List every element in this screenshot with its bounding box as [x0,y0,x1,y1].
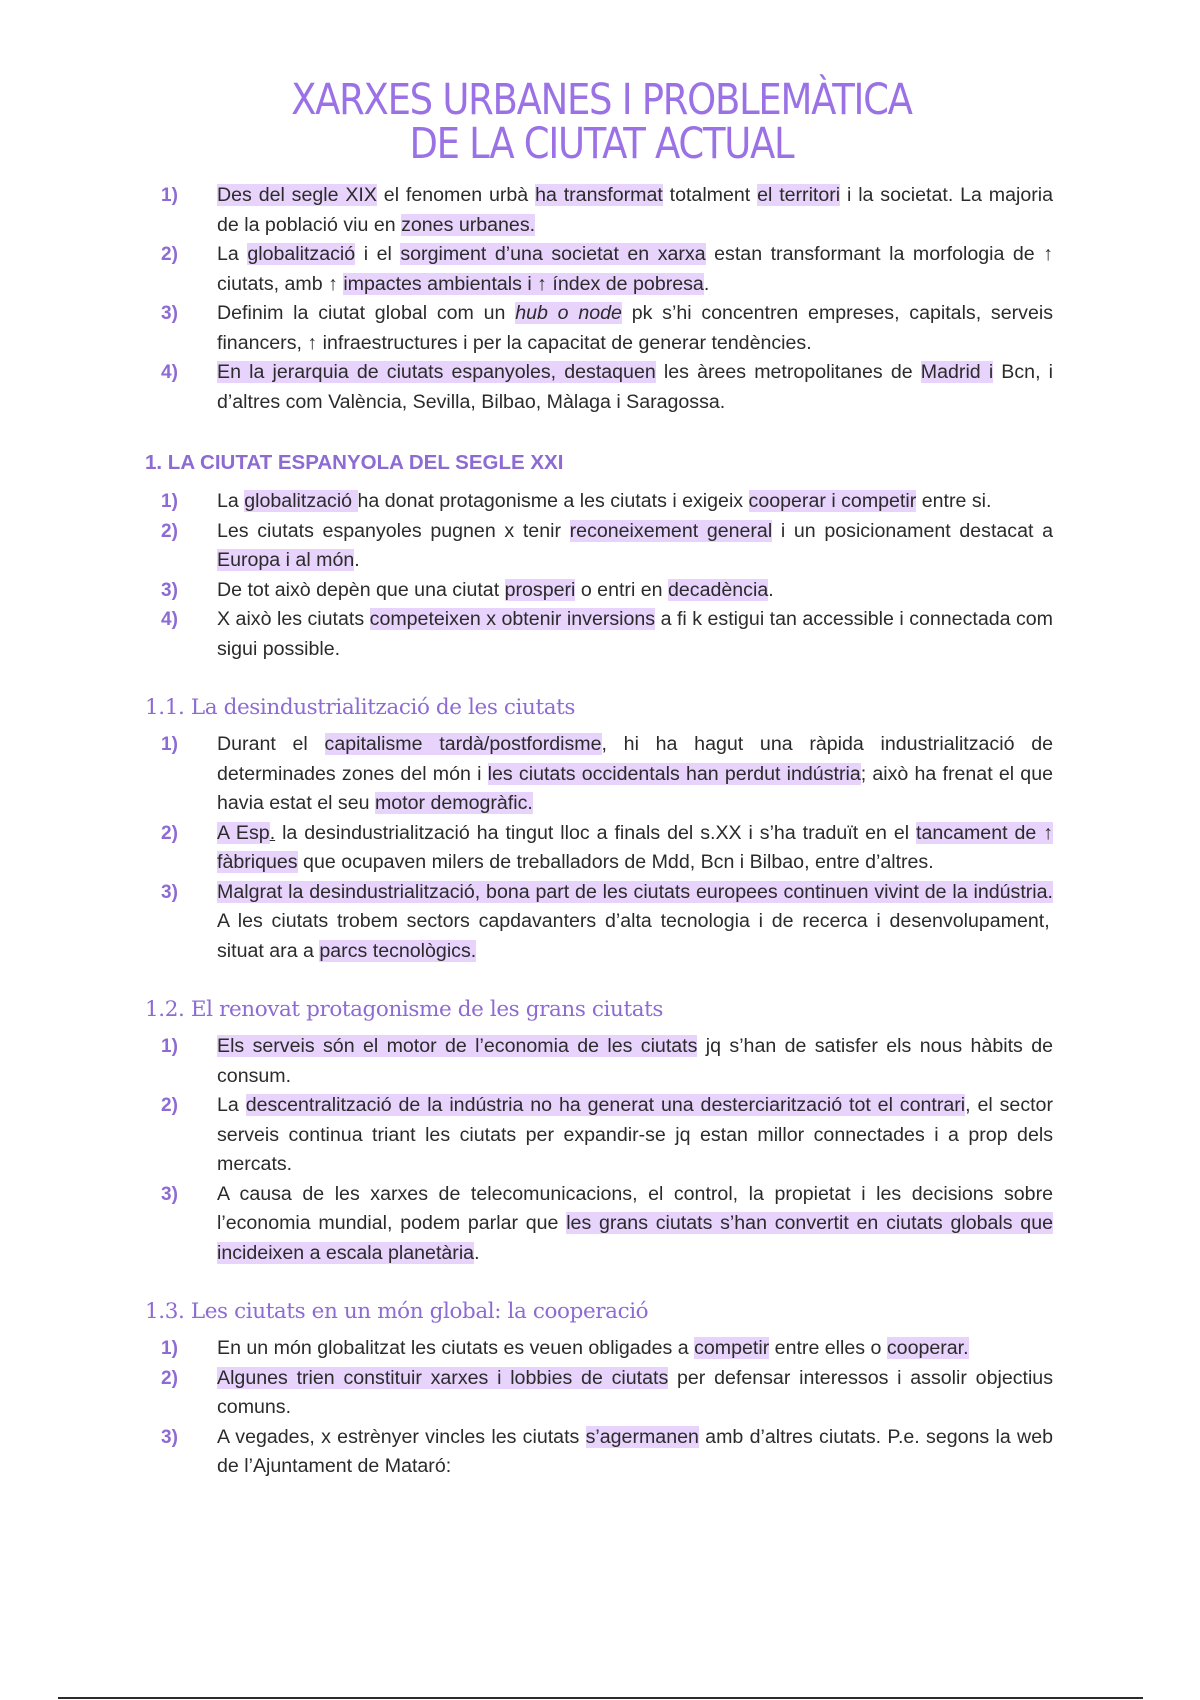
item-text: En un món globalitzat les ciutats es veuen obligades a [217,1337,695,1359]
item-text: pk s’hi concentren empreses, capitals, serveis financers, ↑ infraestructures i per la capacitat de generar tendències. [217,302,1053,354]
item-text: . [269,821,276,844]
item-number: 2) [161,244,178,265]
item-text: A vegades, x estrènyer vincles les ciutats [217,1425,586,1448]
highlighted-text: cooperar i competir [748,490,917,512]
item-number: 3) [161,303,178,324]
list-item [145,1334,1053,1364]
item-text: ; això ha frenat el que havia estat el seu [217,762,1054,814]
item-text: entre elles o [769,1337,887,1359]
list-item [145,240,1053,299]
item-number: 2) [161,1095,178,1116]
item-text: Bcn, i d’altres com València, Sevilla, Bilbao, Màlaga i Saragossa. [217,361,1053,413]
list-item [145,819,1053,878]
highlighted-text: globalització [244,490,358,512]
item-text: . [768,578,774,601]
list-item [145,517,1053,576]
item-text: A les ciutats trobem sectors capdavanters d’alta tecnologia i de recerca i desenvolupament, situat ara a [217,910,1050,962]
item-text: ha donat protagonisme a les ciutats i exigeix [357,490,749,512]
section-heading: 1.2. El renovat protagonisme de les grans ciutats [145,997,664,1022]
item-number: 3) [161,1426,178,1448]
item-text: , hi ha hagut una ràpida industrialització de determinades zones del món i [217,733,1053,785]
item-number: 1) [161,185,178,206]
item-text: per defensar interessos i assolir objectius comuns. [217,1366,1053,1418]
highlighted-text: Algunes trien constituir xarxes i lobbies de ciutats [217,1366,669,1389]
title-line-1: XARXES URBANES I PROBLEMÀTICA [291,75,912,125]
highlighted-text: Madrid i [920,361,994,383]
highlighted-text: A Esp [217,821,270,844]
item-text: amb d’altres ciutats. P.e. segons la web de l’Ajuntament de Mataró: [217,1425,1053,1477]
item-text: la desindustrialització ha tingut lloc a finals del s.XX i s’ha traduït en el [275,821,917,844]
list-item [145,576,1053,606]
item-text: A causa de les xarxes de telecomunicacions, el control, la propietat i les decisions sobre l’economia mundial, podem parlar que [217,1182,1053,1234]
title-line-2: DE LA CIUTAT ACTUAL [409,119,794,169]
intro-list [145,181,1053,417]
highlighted-text: zones urbanes. [401,213,536,236]
item-text: Definim la ciutat global com un [217,302,516,324]
highlighted-text: motor demogràfic. [374,792,533,814]
highlighted-text: descentralització de la indústria no ha generat una desterciarització tot el contrari [245,1094,966,1116]
item-number: 2) [161,520,178,542]
highlighted-text: les grans ciutats s’han convertit en ciutats globals que incideixen a escala planetària [217,1212,1053,1264]
highlighted-text: competir [694,1337,770,1359]
highlighted-text: sorgiment d’una societat en xarxa [400,243,706,265]
highlighted-text: globalització [247,243,356,265]
highlighted-text: prosperi [504,578,576,601]
item-number: 3) [161,881,178,903]
item-text: a fi k estigui tan accessible i connectada com sigui possible. [217,608,1054,660]
section-heading: 1.1. La desindustrialització de les ciutats [145,695,576,720]
item-text: Les ciutats espanyoles pugnen x tenir [217,519,570,542]
highlighted-text: parcs tecnològics. [319,939,477,962]
highlighted-text: cooperar. [886,1337,969,1359]
item-number: 1) [161,491,178,512]
item-text: o entri en [575,578,668,601]
item-number: 3) [161,1183,178,1205]
item-number: 1) [161,1036,178,1057]
item-number: 4) [161,362,178,383]
item-text: Durant el [217,733,325,755]
list-item [145,1364,1053,1423]
item-number: 4) [161,609,178,630]
item-number: 3) [161,579,178,601]
item-text: . [703,272,710,295]
list-item [145,1091,1053,1180]
highlighted-text: Des del segle XIX [217,184,377,206]
section-heading: 1.3. Les ciutats en un món global: la cooperació [145,1299,649,1324]
section-list [145,1334,1053,1482]
item-text: que ocupaven milers de treballadors de Mdd, Bcn i Bilbao, entre d’altres. [297,851,934,873]
item-text: De tot això depèn que una ciutat [217,578,505,601]
list-item [145,605,1053,664]
highlighted-text: capitalisme tardà/postfordisme [324,733,602,755]
list-item [145,878,1053,967]
highlighted-text: Malgrat la desindustrialització, bona part de les ciutats europees continuen vivint de la indústria. [217,880,1053,903]
highlighted-text: s’agermanen [585,1425,699,1448]
section-list [145,487,1053,664]
highlighted-text: les ciutats occidentals han perdut indústria [487,762,861,785]
item-number: 2) [161,822,178,844]
item-number: 1) [161,1338,178,1359]
item-text: La [217,1094,246,1116]
item-text: . [474,1241,480,1264]
highlighted-text: En la jerarquia de ciutats espanyoles, destaquen [217,361,656,383]
item-text: les àrees metropolitanes de [655,361,921,383]
item-text: entre si. [916,490,992,512]
highlighted-text: Europa i al món [217,549,355,571]
highlighted-text: Els serveis són el motor de l’economia de les ciutats [217,1035,698,1057]
list-item [145,1180,1053,1269]
list-item [145,299,1053,358]
item-text: , el sector serveis continua triant les ciutats per expandir-se jq estan millor connectades i a prop dels mercats. [217,1094,1053,1175]
list-item [145,1423,1053,1482]
highlighted-text: tancament de ↑ fàbriques [217,821,1053,873]
item-text: i el [355,243,401,265]
highlighted-text: reconeixement general [569,519,773,542]
section-list [145,730,1053,966]
highlighted-text: el territori [757,184,841,206]
item-number: 2) [161,1367,178,1389]
item-text: i un posicionament destacat a [772,519,1053,542]
item-text: estan transformant la morfologia de ↑ ciutats, amb ↑ [217,243,1054,295]
item-text: . [354,549,360,571]
item-text: La [217,490,245,512]
item-text: La [217,243,248,265]
highlighted-text: impactes ambientals i ↑ índex de pobresa [343,272,704,295]
highlighted-text: ha transformat [535,184,663,206]
document-title [85,75,1117,169]
list-item [145,358,1053,417]
highlighted-text: competeixen x obtenir inversions [369,608,656,630]
highlighted-text: decadència [667,578,769,601]
highlighted-text: hub o node [515,302,622,324]
section-heading: 1. LA CIUTAT ESPANYOLA DEL SEGLE XXI [145,451,564,474]
document-body [145,181,1053,1482]
item-text: el fenomen urbà [376,184,536,206]
list-item [145,487,1053,517]
list-item [145,1032,1053,1091]
item-text: i la societat. La majoria de la població viu en [217,184,1053,236]
list-item [145,181,1053,240]
list-item [145,730,1053,819]
item-text: totalment [662,184,758,206]
section-list [145,1032,1053,1268]
item-number: 1) [161,734,178,755]
footer-rule [58,1697,1143,1699]
item-text: X això les ciutats [217,608,370,630]
item-text: jq s’han de satisfer els nous hàbits de consum. [217,1035,1053,1087]
